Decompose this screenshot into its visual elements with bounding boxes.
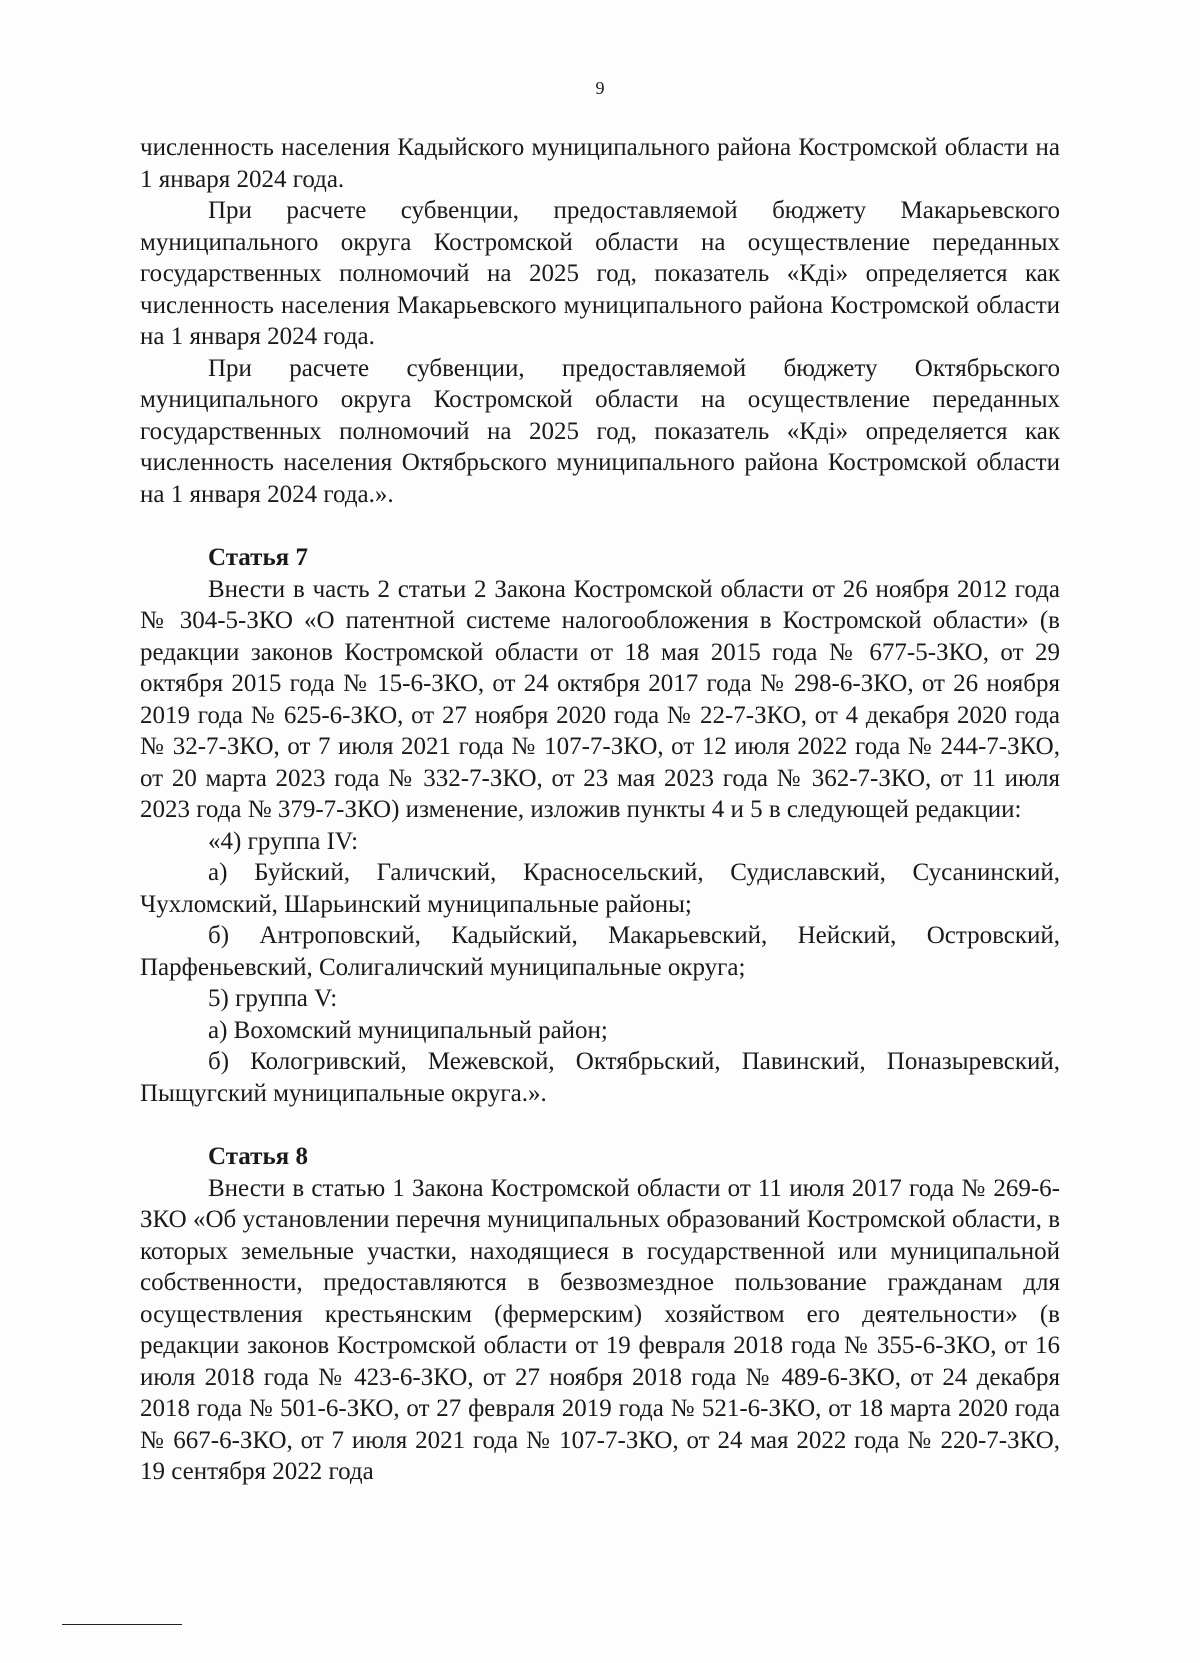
- article-7-heading: Статья 7: [208, 544, 308, 571]
- footnote-divider: [62, 1624, 182, 1625]
- article-7-group-5-a: а) Вохомский муниципальный район;: [208, 1016, 608, 1044]
- article-7-intro: Внести в часть 2 статьи 2 Закона Костромской области от 26 ноября 2012 года № 304-5-ЗКО «О патентной системе налогообложения в Костромской области» (в редакции законов Костромской области от 18 мая 2015 года № 677-5-ЗКО, от 29 октября 2015 года № 15-6-ЗКО, от 24 октября 2017 года № 298-6-ЗКО, от 26 ноября 2019 года № 625-6-ЗКО, от 27 ноября 2020 года № 22-7-ЗКО, от 4 декабря 2020 года № 32-7-ЗКО, от 7 июля 2021 года № 107-7-ЗКО, от 12 июля 2022 года № 244-7-ЗКО, от 20 марта 2023 года № 332-7-ЗКО, от 23 мая 2023 года № 362-7-ЗКО, от 11 июля 2023 года № 379-7-ЗКО) изменение, изложив пункты 4 и 5 в следующей редакции:: [140, 575, 1060, 823]
- page-number: 9: [595, 78, 605, 98]
- article-7-group-4-a: а) Буйский, Галичский, Красносельский, Судиславский, Сусанинский, Чухломский, Шарьинский муниципальные районы;: [140, 859, 1060, 918]
- paragraph-makaryev: При расчете субвенции, предоставляемой бюджету Макарьевского муниципального округа Костромской области на осуществление переданных государственных полномочий на 2025 год, показатель «Кдi» определяется как численность населения Макарьевского муниципального района Костромской области на 1 января 2024 года.: [140, 197, 1060, 350]
- article-7-group-4-title: «4) группа IV:: [208, 827, 359, 855]
- article-8-intro: Внести в статью 1 Закона Костромской области от 11 июля 2017 года № 269-6-ЗКО «Об установлении перечня муниципальных образований Костромской области, в которых земельные участки, находящиеся в государственной или муниципальной собственности, предоставляются в безвозмездное пользование гражданам для осуществления крестьянским (фермерским) хозяйством его деятельности» (в редакции законов Костромской области от 19 февраля 2018 года № 355-6-ЗКО, от 16 июля 2018 года № 423-6-ЗКО, от 27 ноября 2018 года № 489-6-ЗКО, от 24 декабря 2018 года № 501-6-ЗКО, от 27 февраля 2019 года № 521-6-ЗКО, от 18 марта 2020 года № 667-6-ЗКО, от 7 июля 2021 года № 107-7-ЗКО, от 24 мая 2022 года № 220-7-ЗКО, 19 сентября 2022 года: [140, 1174, 1060, 1485]
- article-7-group-5-b: б) Кологривский, Межевской, Октябрьский, Павинский, Поназыревский, Пыщугский муниципальные округа.».: [140, 1048, 1060, 1107]
- article-8-heading: Статья 8: [208, 1143, 308, 1170]
- paragraph-oktyabrsky: При расчете субвенции, предоставляемой бюджету Октябрьского муниципального округа Костромской области на осуществление переданных государственных полномочий на 2025 год, показатель «Кдi» определяется как численность населения Октябрьского муниципального района Костромской области на 1 января 2024 года.».: [140, 354, 1060, 508]
- article-7-group-4-b: б) Антроповский, Кадыйский, Макарьевский, Нейский, Островский, Парфеньевский, Солигаличский муниципальные округа;: [140, 922, 1060, 981]
- article-7-group-5-title: 5) группа V:: [208, 985, 338, 1012]
- paragraph-continuation: численность населения Кадыйского муниципального района Костромской области на 1 января 2024 года.: [140, 134, 1060, 193]
- document-body: [140, 132, 1060, 1488]
